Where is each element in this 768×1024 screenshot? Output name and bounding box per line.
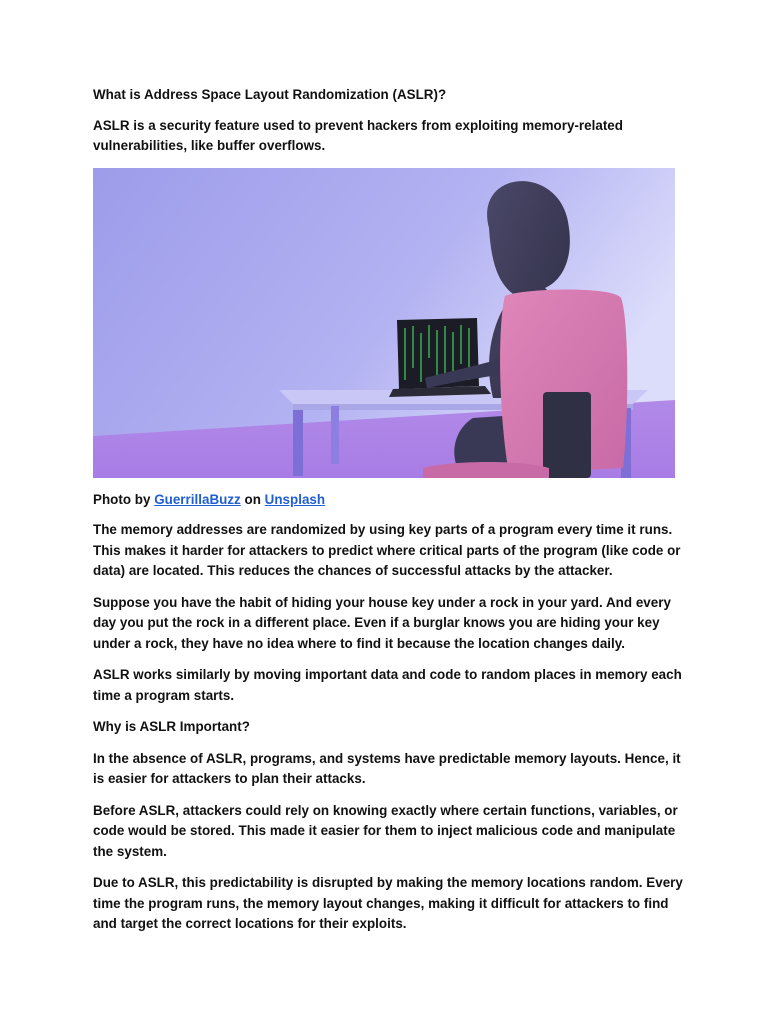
article-photo [93, 168, 675, 478]
unsplash-link[interactable]: Unsplash [264, 491, 326, 507]
intro-paragraph: ASLR is a security feature used to prevent hackers from exploiting memory-related vulnerabilities, like buffer overflows. [93, 117, 623, 153]
credit-on: on [244, 491, 261, 507]
chair-support [543, 392, 591, 478]
paragraph-randomized: The memory addresses are randomized by using key parts of a program every time it runs. This makes it harder for attackers to predict where critical parts of the program (like code or data) are located. This reduces the chances of successful attacks by the attacker. [93, 522, 681, 578]
article-title: What is Address Space Layout Randomization (ASLR)? [93, 87, 447, 102]
section-heading: Why is ASLR Important? [93, 719, 250, 734]
desk-leg [293, 410, 303, 476]
document-page [93, 85, 683, 946]
paragraph-absence: In the absence of ASLR, programs, and systems have predictable memory layouts. Hence, it is easier for attackers to plan their attacks. [93, 750, 681, 786]
paragraph-before-aslr: Before ASLR, attackers could rely on knowing exactly where certain functions, variables, or code would be stored. This made it easier for them to inject malicious code and manipulate the system. [93, 802, 678, 859]
author-link[interactable]: GuerrillaBuzz [154, 491, 241, 507]
credit-prefix: Photo by [93, 491, 151, 507]
paragraph-aslr-similar: ASLR works similarly by moving important data and code to random places in memory each time a program starts. [93, 667, 682, 703]
hacker-illustration [93, 168, 675, 478]
paragraph-due-to-aslr: Due to ASLR, this predictability is disrupted by making the memory locations random. Every time the program runs, the memory layout changes, making it difficult for attackers to find and target the correct locations for their exploits. [93, 875, 683, 931]
photo-credit [93, 490, 683, 511]
paragraph-key-analogy: Suppose you have the habit of hiding your house key under a rock in your yard. And every day you put the rock in a different place. Even if a burglar knows you are hiding your key under a rock, they have no idea where to find it because the location changes daily. [93, 594, 671, 651]
